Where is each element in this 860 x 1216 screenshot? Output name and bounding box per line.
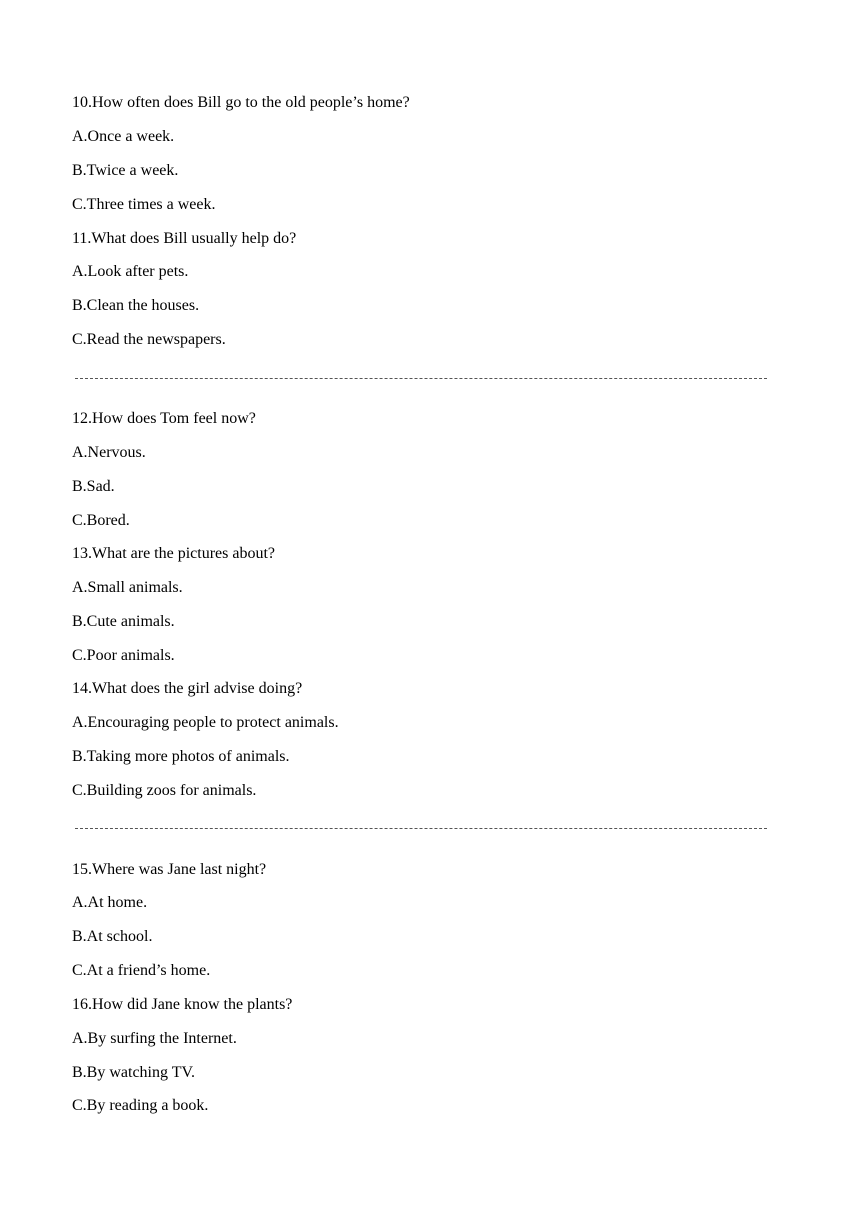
- question-10-option-a: A.Once a week.: [72, 128, 175, 145]
- question-10-stem: 10.How often does Bill go to the old people’s home?: [72, 94, 410, 111]
- question-13-option-b: B.Cute animals.: [72, 613, 175, 630]
- question-15-stem: 15.Where was Jane last night?: [72, 861, 267, 878]
- question-11-option-a: A.Look after pets.: [72, 263, 189, 280]
- question-10-option-b: B.Twice a week.: [72, 162, 179, 179]
- question-13-stem: 13.What are the pictures about?: [72, 545, 276, 562]
- question-11-option-c: C.Read the newspapers.: [72, 331, 226, 348]
- question-12-option-a: A.Nervous.: [72, 444, 146, 461]
- question-16-option-b: B.By watching TV.: [72, 1064, 195, 1081]
- question-13-option-c: C.Poor animals.: [72, 647, 175, 664]
- question-16-stem: 16.How did Jane know the plants?: [72, 996, 293, 1013]
- question-11-stem: 11.What does Bill usually help do?: [72, 230, 297, 247]
- question-14-option-b: B.Taking more photos of animals.: [72, 748, 290, 765]
- question-15-option-c: C.At a friend’s home.: [72, 962, 211, 979]
- question-12-option-c: C.Bored.: [72, 512, 130, 529]
- question-16-option-a: A.By surfing the Internet.: [72, 1030, 237, 1047]
- question-16-option-c: C.By reading a book.: [72, 1097, 209, 1114]
- question-13-option-a: A.Small animals.: [72, 579, 183, 596]
- question-14-option-a: A.Encouraging people to protect animals.: [72, 714, 339, 731]
- question-12-stem: 12.How does Tom feel now?: [72, 410, 256, 427]
- question-15-option-b: B.At school.: [72, 928, 153, 945]
- question-10-option-c: C.Three times a week.: [72, 196, 216, 213]
- section-divider: [75, 828, 767, 829]
- question-14-option-c: C.Building zoos for animals.: [72, 782, 257, 799]
- question-15-option-a: A.At home.: [72, 894, 148, 911]
- section-divider: [75, 378, 767, 379]
- question-14-stem: 14.What does the girl advise doing?: [72, 680, 303, 697]
- question-11-option-b: B.Clean the houses.: [72, 297, 200, 314]
- question-12-option-b: B.Sad.: [72, 478, 115, 495]
